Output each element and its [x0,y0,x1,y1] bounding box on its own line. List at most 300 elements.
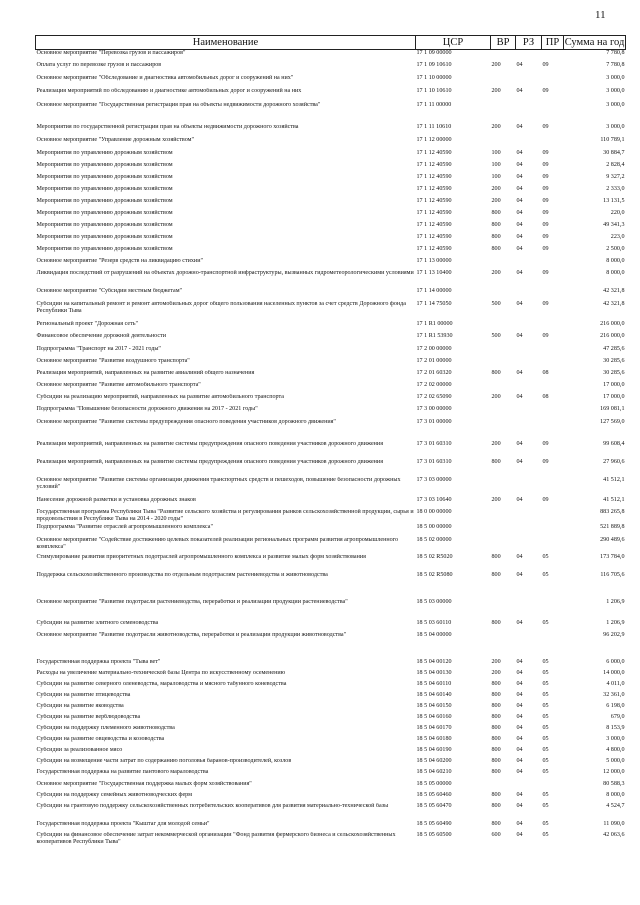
cell-csr: 18 5 00 00000 [416,523,452,530]
cell-pr: 09 [542,221,549,228]
cell-pr: 05 [542,820,549,827]
cell-sum: 42 063,6 [603,831,625,838]
cell-vr: 800 [491,458,501,465]
cell-name: Государственная поддержка проекта "Кыштаг для молодой семьи" [36,820,210,827]
table-row [36,792,626,803]
cell-name: Подпрограмма "Развитие отраслей агропромышленного комплекса" [36,523,213,530]
cell-pr [542,358,564,370]
table-row [36,346,626,358]
cell-rz: 04 [516,768,523,775]
cell-name: Основное мероприятие "Обследование и диагностика автомобильных дорог и сооружений на них" [36,74,294,81]
cell-name: Оплата услуг по перевозке грузов и пассажиров [36,61,162,68]
table-row [36,258,626,270]
cell-rz: 04 [516,713,523,720]
cell-name: Государственная поддержка на развитие пантового мараловодства [36,768,209,775]
cell-vr: 800 [491,768,501,775]
cell-vr: 200 [491,87,501,94]
cell-vr: 800 [491,553,501,560]
table-row [36,210,626,222]
table-row [36,459,626,477]
cell-csr: 18 5 04 60210 [416,768,452,775]
table-row [36,419,626,441]
cell-csr: 17 2 00 00000 [416,345,452,352]
cell-vr [491,258,516,270]
cell-name: Субсидии на развитие элитного семеноводства [36,619,159,626]
cell-name: Субсидии на развитие яководства [36,702,124,709]
cell-vr: 200 [491,185,501,192]
cell-rz [516,477,542,497]
cell-pr: 09 [542,245,549,252]
cell-vr [491,358,516,370]
cell-vr [491,50,516,62]
cell-sum: 9 327,2 [606,173,625,180]
table-row [36,88,626,102]
cell-rz: 04 [516,553,523,560]
table-row [36,599,626,620]
cell-csr: 17 1 09 00000 [416,50,452,56]
cell-name: Реализация мероприятий, направленных на развитие системы предупреждения опасного поведения участников дорожного движения [36,440,384,447]
cell-name: Подпрограмма "Транспорт на 2017 - 2021 годы" [36,345,161,352]
cell-name: Основное мероприятие "Управление дорожным хозяйством" [36,136,194,143]
cell-vr: 800 [491,746,501,753]
cell-pr [542,599,564,620]
cell-vr: 800 [491,713,501,720]
cell-rz: 04 [516,221,523,228]
cell-sum: 116 705,6 [600,571,625,578]
cell-sum: 49 341,3 [603,221,625,228]
cell-csr: 17 1 12 40590 [416,209,452,216]
cell-vr: 800 [491,233,501,240]
cell-pr: 05 [542,669,549,676]
cell-rz: 04 [516,458,523,465]
table-row [36,150,626,162]
cell-rz [516,258,542,270]
cell-rz [516,509,542,524]
cell-vr: 800 [491,702,501,709]
cell-csr: 18 5 05 60490 [416,820,452,827]
cell-rz: 04 [516,369,523,376]
cell-pr [542,537,564,554]
cell-rz: 04 [516,746,523,753]
cell-sum: 17 000,0 [603,381,625,388]
table-row [36,50,626,62]
cell-sum: 216 000,0 [600,320,625,327]
cell-name: Мероприятия по управлению дорожным хозяйством [36,185,173,192]
cell-csr: 17 3 03 00000 [416,476,452,483]
cell-name: Субсидии на поддержку семейных животноводческих ферм [36,791,192,798]
cell-pr: 05 [542,831,549,838]
cell-sum: 96 202,9 [603,631,625,638]
cell-rz: 04 [516,831,523,838]
cell-vr: 800 [491,245,501,252]
cell-sum: 1 206,9 [606,598,625,605]
header-pr: ПР [542,36,564,50]
cell-rz: 04 [516,123,523,130]
cell-vr [491,321,516,333]
table-row [36,186,626,198]
cell-sum: 3 000,0 [606,74,625,81]
cell-pr: 05 [542,658,549,665]
cell-sum: 127 569,0 [600,418,625,425]
cell-rz [516,537,542,554]
cell-sum: 27 960,6 [603,458,625,465]
cell-csr: 17 1 R1 00000 [416,320,453,327]
cell-vr: 100 [491,173,501,180]
cell-vr: 100 [491,149,501,156]
cell-sum: 30 285,6 [603,369,625,376]
table-row [36,75,626,88]
cell-rz: 04 [516,440,523,447]
cell-pr [542,346,564,358]
header-sum: Сумма на год [564,36,625,48]
table-row [36,441,626,459]
cell-csr: 17 3 01 60310 [416,458,452,465]
cell-rz: 04 [516,161,523,168]
cell-sum: 6 198,0 [606,702,625,709]
cell-rz: 04 [516,820,523,827]
table-row [36,554,626,572]
cell-pr [542,382,564,394]
cell-pr [542,632,564,659]
cell-csr: 18 0 00 00000 [416,508,452,515]
cell-sum: 220,0 [610,209,625,216]
cell-pr: 05 [542,553,549,560]
cell-csr: 18 5 03 00000 [416,598,452,605]
cell-rz [516,406,542,419]
cell-name: Субсидии на реализацию мероприятий, направленных на развитие автомобильного транспорта [36,393,284,400]
cell-rz: 04 [516,658,523,665]
cell-vr: 500 [491,300,501,307]
table-row [36,102,626,124]
cell-pr: 05 [542,746,549,753]
cell-rz: 04 [516,300,523,307]
cell-rz [516,321,542,333]
cell-vr: 800 [491,820,501,827]
cell-rz: 04 [516,245,523,252]
cell-sum: 173 784,0 [600,553,625,560]
cell-name: Государственная программа Республики Тыва "Развитие сельского хозяйства и регулирования рынков сельскохозяйственной продукции, сырья и продовольствия в Республике Тыва на 2014 - 2020 годы" [36,508,414,522]
cell-csr: 17 1 R1 53930 [416,332,453,339]
cell-pr: 09 [542,87,549,94]
cell-csr: 18 5 04 60150 [416,702,452,709]
cell-vr: 600 [491,831,501,838]
cell-name: Стимулирование развития приоритетных подотраслей агропромышленного комплекса и развитие малых форм хозяйствования [36,553,366,560]
table-row [36,497,626,509]
cell-sum: 8 000,0 [606,257,625,264]
cell-sum: 7 780,8 [606,50,625,56]
table-row [36,572,626,599]
table-row [36,803,626,821]
cell-rz: 04 [516,233,523,240]
cell-name: Реализация мероприятий, направленных на развитие системы предупреждения опасного поведения участников дорожного движения [36,458,384,465]
cell-sum: 80 588,3 [603,780,625,787]
cell-pr: 09 [542,173,549,180]
cell-pr [542,509,564,524]
cell-rz: 04 [516,197,523,204]
cell-vr: 200 [491,393,501,400]
cell-name: Мероприятия по управлению дорожным хозяйством [36,173,173,180]
cell-pr: 05 [542,619,549,626]
cell-pr [542,288,564,301]
cell-csr: 17 1 12 40590 [416,173,452,180]
cell-rz: 04 [516,269,523,276]
cell-vr [491,382,516,394]
header-name: Наименование [36,36,416,50]
cell-name: Субсидии на возмещение части затрат по содержанию поголовья баранов-производителей, козлов [36,757,292,764]
table-row [36,124,626,137]
header-csr: ЦСР [416,36,491,50]
cell-name: Мероприятия по управлению дорожным хозяйством [36,209,173,216]
cell-csr: 17 1 12 40590 [416,233,452,240]
cell-rz: 04 [516,791,523,798]
cell-pr: 09 [542,496,549,503]
cell-pr: 05 [542,680,549,687]
cell-pr [542,406,564,419]
table-row [36,358,626,370]
cell-csr: 18 5 04 00120 [416,658,452,665]
cell-vr: 200 [491,496,501,503]
cell-sum: 1 206,9 [606,619,625,626]
cell-csr: 18 5 04 60200 [416,757,452,764]
cell-pr [542,50,564,62]
cell-sum: 13 131,5 [603,197,625,204]
cell-rz [516,599,542,620]
cell-vr [491,781,516,792]
cell-vr: 500 [491,332,501,339]
table-row [36,781,626,792]
cell-vr: 800 [491,221,501,228]
table-row [36,406,626,419]
cell-sum: 7 780,8 [606,61,625,68]
cell-csr: 17 1 10 10610 [416,87,452,94]
cell-pr: 09 [542,209,549,216]
cell-name: Основное мероприятие "Развитие системы организации движения транспортных средств и пешеходов, повышение безопасности дорожных условий" [36,476,401,490]
cell-name: Мероприятия по управлению дорожным хозяйством [36,245,173,252]
cell-csr: 18 5 04 00000 [416,631,452,638]
cell-csr: 17 1 13 10400 [416,269,452,276]
cell-pr [542,477,564,497]
cell-csr: 17 3 01 60310 [416,440,452,447]
table-row [36,632,626,659]
cell-csr: 17 2 02 65090 [416,393,452,400]
cell-pr: 09 [542,458,549,465]
cell-csr: 17 2 01 00000 [416,357,452,364]
cell-sum: 4 524,7 [606,802,625,809]
cell-vr [491,632,516,659]
cell-csr: 18 5 04 60140 [416,691,452,698]
cell-sum: 2 828,4 [606,161,625,168]
cell-sum: 42 321,8 [603,300,625,307]
cell-pr: 09 [542,185,549,192]
cell-vr [491,599,516,620]
cell-sum: 99 608,4 [603,440,625,447]
cell-vr [491,477,516,497]
cell-sum: 223,0 [610,233,625,240]
cell-pr: 09 [542,149,549,156]
table-row [36,234,626,246]
cell-pr: 09 [542,123,549,130]
cell-sum: 8 000,0 [606,791,625,798]
table-row [36,246,626,258]
cell-sum: 521 889,8 [600,523,625,530]
cell-sum: 5 000,0 [606,757,625,764]
cell-rz: 04 [516,724,523,731]
cell-rz: 04 [516,802,523,809]
cell-pr: 05 [542,791,549,798]
cell-sum: 42 321,8 [603,287,625,294]
cell-csr: 17 1 12 00000 [416,136,452,143]
cell-sum: 3 000,0 [606,101,625,108]
cell-pr: 08 [542,369,549,376]
cell-name: Субсидии за реализованное мясо [36,746,123,753]
cell-name: Расходы на увеличение материально-технической базы Центра по искусственному осеменению [36,669,286,676]
budget-table [35,35,626,852]
table-row [36,394,626,406]
table-row [36,769,626,781]
table-row [36,509,626,524]
cell-vr [491,419,516,441]
cell-vr [491,75,516,88]
cell-name: Основное мероприятие "Развитие подотрасли растениеводства, переработки и реализации продукции растениеводства" [36,598,348,605]
cell-pr [542,321,564,333]
cell-name: Субсидии на развитие верблюдоводства [36,713,141,720]
cell-pr: 09 [542,161,549,168]
cell-rz [516,781,542,792]
cell-sum: 17 000,0 [603,393,625,400]
cell-name: Основное мероприятие "Субсидии местным бюджетам" [36,287,183,294]
cell-pr [542,419,564,441]
cell-sum: 290 489,6 [600,536,625,543]
cell-sum: 2 500,0 [606,245,625,252]
header-vr: ВР [491,36,516,50]
header-rz: РЗ [516,36,542,50]
cell-name: Поддержка сельскохозяйственного производства по отдельным подотраслям растениеводства и животноводства [36,571,328,578]
cell-pr [542,781,564,792]
cell-csr: 17 1 12 40590 [416,185,452,192]
cell-name: Реализация мероприятий, направленных на развитие авиалиний общего назначения [36,369,255,376]
cell-csr: 17 3 01 00000 [416,418,452,425]
cell-pr: 09 [542,332,549,339]
cell-name: Реализация мероприятий по обследованию и диагностике автомобильных дорог и сооружений на них [36,87,302,94]
cell-rz [516,288,542,301]
cell-sum: 2 333,0 [606,185,625,192]
cell-sum: 47 285,6 [603,345,625,352]
cell-pr: 09 [542,300,549,307]
cell-rz [516,102,542,124]
cell-csr: 17 1 14 00000 [416,287,452,294]
cell-pr: 09 [542,197,549,204]
cell-vr: 100 [491,161,501,168]
cell-name: Субсидии на развитие овцеводства и козоводства [36,735,165,742]
cell-csr: 18 5 04 60190 [416,746,452,753]
cell-csr: 18 5 02 R5020 [416,553,453,560]
cell-csr: 17 1 13 00000 [416,257,452,264]
cell-rz [516,632,542,659]
cell-vr: 800 [491,571,501,578]
cell-name: Основное мероприятие "Государственная регистрация прав на объекты недвижимости дорожного хозяйства" [36,101,321,108]
cell-vr: 800 [491,802,501,809]
cell-name: Мероприятия по управлению дорожным хозяйством [36,221,173,228]
cell-rz [516,50,542,62]
cell-name: Основное мероприятие "Развитие подотрасли животноводства, переработки и реализации продукции животноводства" [36,631,347,638]
cell-name: Субсидии на капитальный ремонт и ремонт автомобильных дорог общего пользования населенных пунктов за счет средств Дорожного фонда Республики Тыва [36,300,406,314]
cell-name: Основное мероприятие "Развитие воздушного транспорта" [36,357,190,364]
cell-sum: 30 884,7 [603,149,625,156]
cell-rz: 04 [516,702,523,709]
cell-rz [516,75,542,88]
cell-name: Ликвидация последствий от разрушений на объектах дорожно-транспортной инфраструктуры, вызванных гидрометеорологическими условиями [36,269,414,276]
cell-csr: 17 2 02 00000 [416,381,452,388]
table-row [36,659,626,670]
cell-sum: 14 000,0 [603,669,625,676]
cell-vr [491,524,516,537]
cell-rz: 04 [516,61,523,68]
cell-name: Финансовое обеспечение дорожной деятельности [36,332,166,339]
cell-rz [516,358,542,370]
cell-rz: 04 [516,691,523,698]
cell-rz: 04 [516,209,523,216]
cell-vr: 800 [491,619,501,626]
table-row [36,725,626,736]
cell-vr [491,102,516,124]
cell-name: Государственная поддержка проекта "Тыва вет" [36,658,161,665]
cell-pr [542,524,564,537]
cell-vr: 200 [491,440,501,447]
cell-name: Мероприятия по управлению дорожным хозяйством [36,233,173,240]
cell-name: Региональный проект "Дорожная сеть" [36,320,139,327]
table-row [36,321,626,333]
cell-rz: 04 [516,735,523,742]
table-row [36,222,626,234]
cell-pr: 05 [542,713,549,720]
cell-name: Основное мероприятие "Развитие системы предупреждения опасного поведения участников дорожного движения" [36,418,336,425]
table-row [36,537,626,554]
cell-csr: 18 5 02 00000 [416,536,452,543]
table-row [36,288,626,301]
cell-pr: 09 [542,440,549,447]
cell-name: Подпрограмма "Повышение безопасности дорожного движения на 2017 - 2021 годы" [36,405,258,412]
cell-pr: 05 [542,735,549,742]
table-row [36,162,626,174]
cell-vr: 200 [491,197,501,204]
table-row [36,301,626,321]
cell-name: Субсидии на финансовое обеспечение затрат некоммерческой организации "Фонд развития фермерского бизнеса и сельскохозяйственных кооперативов Республики Тыва" [36,831,396,845]
cell-rz: 04 [516,185,523,192]
cell-pr: 09 [542,269,549,276]
cell-name: Субсидии на поддержку племенного животноводства [36,724,175,731]
cell-sum: 169 081,1 [600,405,625,412]
cell-name: Основное мероприятие "Государственная поддержка малых форм хозяйствования" [36,780,252,787]
table-row [36,681,626,692]
cell-vr: 800 [491,680,501,687]
cell-rz: 04 [516,619,523,626]
cell-sum: 679,0 [610,713,625,720]
cell-pr: 05 [542,571,549,578]
cell-pr [542,258,564,270]
table-row [36,370,626,382]
cell-csr: 17 1 12 40590 [416,245,452,252]
table-body [36,50,626,852]
cell-sum: 4 800,0 [606,746,625,753]
cell-pr: 05 [542,702,549,709]
cell-name: Основное мероприятие "Развитие автомобильного транспорта" [36,381,201,388]
cell-vr [491,537,516,554]
cell-sum: 3 000,0 [606,735,625,742]
cell-name: Основное мероприятие "Содействие достижению целевых показателей реализации региональных программ развития агропромышленного комплекса" [36,536,399,550]
cell-sum: 110 789,1 [600,136,625,143]
table-row [36,477,626,497]
cell-csr: 18 5 05 60500 [416,831,452,838]
